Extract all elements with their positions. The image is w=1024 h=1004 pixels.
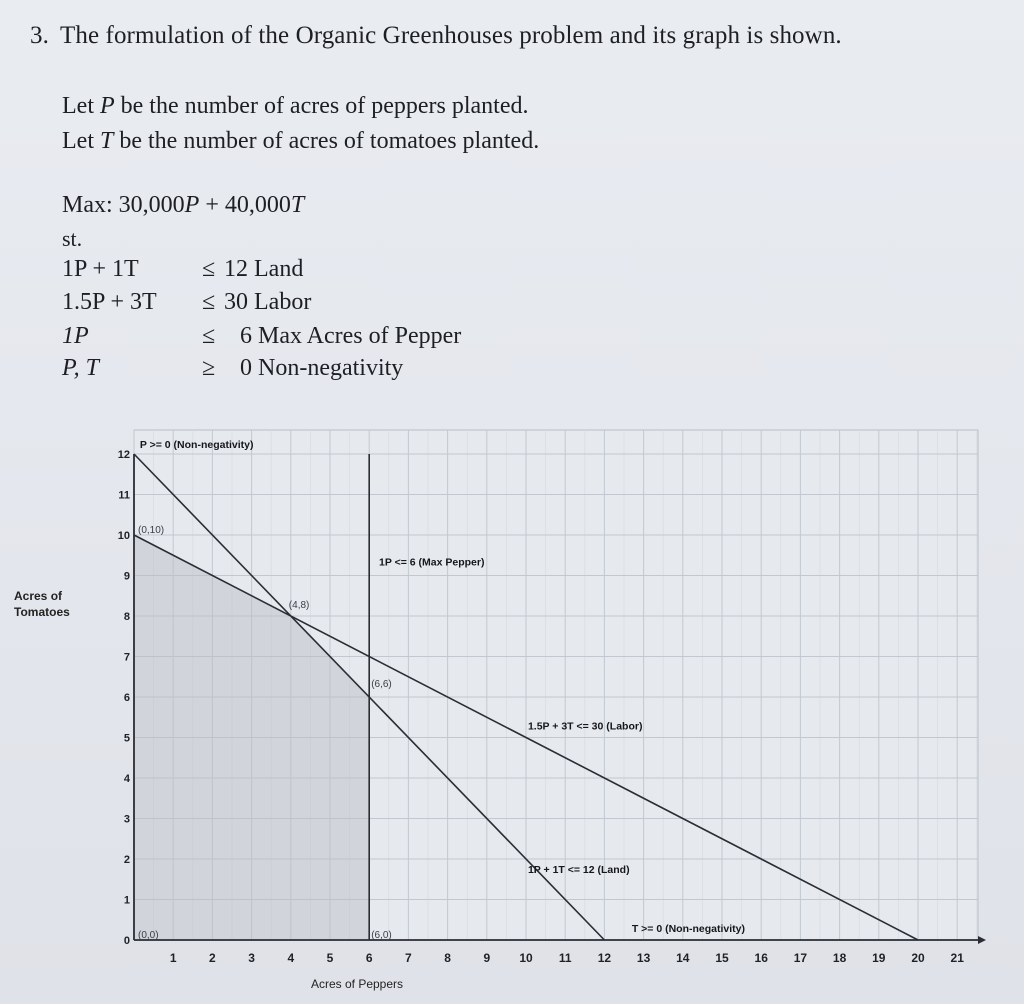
vertex-label: (6,0) [371,930,392,941]
x-tick-label: 14 [676,951,690,965]
constraint-label: 1.5P + 3T <= 30 (Labor) [527,720,643,733]
x-tick-label: 9 [483,951,491,965]
x-tick-label: 4 [287,951,295,965]
constraint-label: T >= 0 (Non-negativity) [631,922,746,935]
x-tick-label: 16 [754,951,768,965]
lp-graph-svg [0,425,1024,1004]
y-tick-label: 0 [123,935,130,947]
x-tick-label: 5 [326,951,334,965]
x-tick-label: 13 [636,951,651,965]
y-tick-label: 10 [117,530,130,542]
vertex-label: (4,8) [288,600,310,611]
x-tick-label: 12 [597,951,612,965]
x-tick-label: 19 [872,951,886,965]
y-tick-label: 8 [123,611,130,623]
constraint-label: 1P + 1T <= 12 (Land) [527,864,630,877]
y-tick-label: 6 [123,692,130,704]
x-tick-label: 8 [444,951,451,965]
y-axis-label-line: Tomatoes [14,605,70,619]
y-tick-label: 4 [123,773,130,785]
question-text: The formulation of the Organic Greenhouses problem and its graph is shown. [60,22,842,49]
x-tick-label: 10 [519,951,533,965]
x-axis-arrow [978,936,986,944]
x-tick-label: 15 [715,951,729,965]
y-tick-label: 5 [123,732,130,745]
question-number: 3. [30,22,49,49]
x-tick-label: 18 [832,951,847,965]
y-tick-label: 12 [117,449,130,461]
x-tick-label: 3 [248,951,255,965]
x-tick-label: 20 [911,951,925,965]
x-tick-label: 21 [950,951,964,965]
y-tick-label: 9 [123,570,130,583]
subject-to-label: st. [62,226,83,251]
constraint-label: 1P <= 6 (Max Pepper) [379,556,485,569]
y-tick-label: 11 [118,489,130,502]
vertex-label: (0,0) [138,930,159,941]
y-tick-label: 7 [123,651,130,664]
objective-function: Max: 30,000P + 40,000T [62,192,305,218]
y-tick-label: 2 [123,854,130,866]
constraint-label: P >= 0 (Non-negativity) [139,438,254,451]
definition-peppers: Let P be the number of acres of peppers planted. [62,93,529,119]
y-tick-label: 3 [123,813,130,826]
y-axis-label [14,589,70,619]
x-tick-label: 11 [558,951,572,965]
y-tick-label: 1 [123,894,130,907]
definition-tomatoes: Let T be the number of acres of tomatoes planted. [62,128,540,154]
x-tick-label: 7 [405,951,412,965]
x-tick-label: 17 [793,951,808,965]
x-axis-label: Acres of Peppers [310,977,404,991]
y-axis-label-line: Acres of [14,589,63,603]
vertex-label: (6,6) [371,679,392,690]
x-tick-label: 6 [365,951,373,965]
x-tick-label: 2 [209,951,216,965]
lp-graph [0,425,1024,1004]
vertex-label: (0,10) [138,525,165,536]
question-title [30,22,842,50]
x-tick-label: 1 [169,951,177,965]
